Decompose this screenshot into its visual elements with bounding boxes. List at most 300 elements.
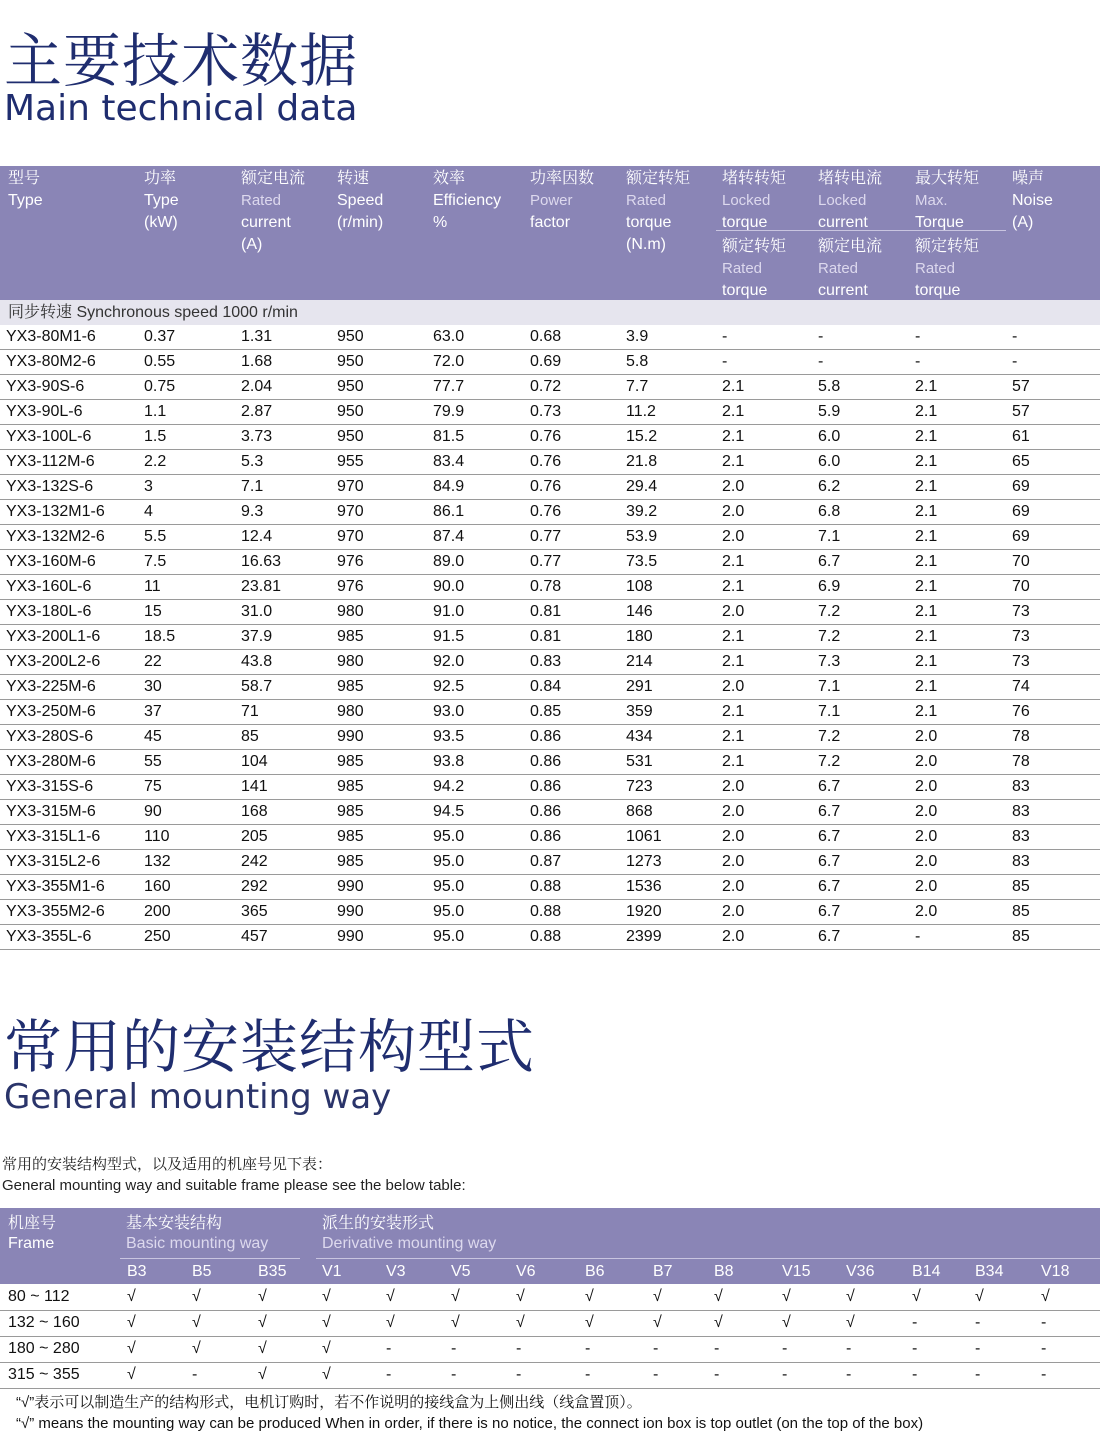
mount-cell: √ [192,1340,201,1357]
header-frame [8,1214,56,1254]
table-cell: 2.1 [915,578,938,595]
table-cell: 94.2 [433,778,465,795]
table-cell: 95.0 [433,903,465,920]
table-cell: 168 [241,803,268,820]
mount-cell: √ [258,1340,267,1357]
table-row [0,675,1100,700]
table-cell: 2.1 [915,553,938,570]
header-locked-torque-en2: torque [722,214,768,231]
table-cell: 78 [1012,753,1030,770]
table-row [0,425,1100,450]
table-cell: 77.7 [433,378,465,395]
table-cell: 2.0 [915,903,938,920]
table-cell: 3 [144,478,153,495]
table-cell: 2.1 [722,703,745,720]
header-efficiency [433,166,501,300]
mount-cell: √ [653,1288,662,1305]
header-current [241,166,305,300]
table-cell: 90 [144,803,162,820]
table-row [0,625,1100,650]
table-cell: 0.87 [530,853,562,870]
table-cell: 950 [337,328,364,345]
model-cell: YX3-160L-6 [6,578,92,595]
table-cell: 985 [337,853,364,870]
mount-cell: √ [846,1288,855,1305]
table-cell: 146 [626,603,653,620]
mount-cell: - [975,1366,981,1383]
header-locked-current-cn: 堵转电流 [818,170,883,187]
model-cell: YX3-355M1-6 [6,878,105,895]
frame-cell: 315 ~ 355 [8,1366,80,1383]
header-noise-cn: 噪声 [1012,170,1045,187]
table-cell: 85 [1012,878,1030,895]
table-row [0,375,1100,400]
mount-cell: √ [585,1314,594,1331]
mount-cell: - [912,1314,918,1331]
header-derived-divider [316,1258,1100,1259]
table-cell: 0.76 [530,453,562,470]
table-row [0,325,1100,350]
mount-cell: - [386,1340,392,1357]
table-cell: 53.9 [626,528,658,545]
header-max-torque [915,166,979,300]
table-cell: 2.04 [241,378,273,395]
table-cell: 22 [144,653,162,670]
header-locked-torque-cn: 堵转转矩 [722,170,787,187]
header-speed [337,166,383,300]
mount-cell: √ [386,1288,395,1305]
table-cell: 6.8 [818,503,841,520]
model-cell: YX3-80M1-6 [6,328,96,345]
table-cell: 2.1 [722,578,745,595]
table-cell: 950 [337,428,364,445]
model-cell: YX3-315S-6 [6,778,94,795]
header-locked-torque [722,166,786,300]
table-cell: 0.84 [530,678,562,695]
table-cell: 70 [1012,578,1030,595]
header-derived-mounting [322,1214,496,1254]
table-cell: 23.81 [241,578,282,595]
table-cell: 868 [626,803,653,820]
table-cell: 0.68 [530,328,562,345]
mount-cell: √ [192,1288,201,1305]
table-row [0,500,1100,525]
table-cell: 1061 [626,828,662,845]
table-cell: 7.2 [818,603,841,620]
header-locked-torque-sub-en1: Rated [722,260,763,277]
table-cell: 6.7 [818,778,841,795]
table-cell: 83 [1012,778,1030,795]
mount-cell: √ [322,1288,331,1305]
header-torque-cn: 额定转矩 [626,170,691,187]
header-speed-en1: Speed [337,192,384,209]
model-cell: YX3-160M-6 [6,553,96,570]
header-locked-current-en1: Locked [818,192,867,209]
mount-cell: √ [322,1340,331,1357]
header-locked-torque-sub-en2: torque [722,282,768,299]
table-cell: 89.0 [433,553,465,570]
table-cell: 200 [144,903,171,920]
frame-cell: 132 ~ 160 [8,1314,80,1331]
table-cell: 976 [337,553,364,570]
table-cell: 0.37 [144,328,176,345]
table-row [0,350,1100,375]
table-cell: 73 [1012,603,1030,620]
table-row [0,850,1100,875]
table-cell: 5.8 [626,353,649,370]
table-cell: 2.0 [722,828,745,845]
table-cell: 0.55 [144,353,176,370]
table-cell: 7.2 [818,728,841,745]
table-row [0,600,1100,625]
mount-cell: - [516,1340,522,1357]
table-cell: 2.0 [722,678,745,695]
table-cell: 85 [1012,928,1030,945]
mount-code-label: V1 [322,1263,342,1280]
table-cell: 359 [626,703,653,720]
table-cell: 7.1 [241,478,264,495]
table-cell: 2.1 [915,403,938,420]
table-cell: 985 [337,828,364,845]
table-cell: 985 [337,753,364,770]
table-cell: 85 [241,728,259,745]
table-row [0,550,1100,575]
header-torque-en1: Rated [626,192,667,209]
mount-cell: - [714,1366,720,1383]
table-cell: 0.88 [530,928,562,945]
header-noise [1012,166,1053,300]
table-cell: 5.8 [818,378,841,395]
table-cell: 0.88 [530,878,562,895]
table-cell: 985 [337,628,364,645]
header-locked-current-sub-en2: current [818,282,868,299]
table-cell: 0.76 [530,503,562,520]
header-basic-en: Basic mounting way [126,1235,269,1252]
model-cell: YX3-132M2-6 [6,528,105,545]
table-cell: 2.1 [915,453,938,470]
mount-cell: √ [127,1366,136,1383]
mount-cell: - [782,1340,788,1357]
mount-cell: - [975,1340,981,1357]
table-row [0,700,1100,725]
mount-cell: - [386,1366,392,1383]
model-cell: YX3-132S-6 [6,478,94,495]
table-cell: 2.0 [915,803,938,820]
mount-cell: √ [127,1340,136,1357]
mount-cell: - [451,1340,457,1357]
table-cell: 990 [337,728,364,745]
table-row [0,475,1100,500]
model-cell: YX3-355M2-6 [6,903,105,920]
table-cell: 6.7 [818,553,841,570]
table-cell: 2.0 [915,728,938,745]
table-cell: 70 [1012,553,1030,570]
table-cell: 2.1 [722,628,745,645]
table-cell: 0.85 [530,703,562,720]
table-cell: 2.2 [144,453,167,470]
header-type [8,166,43,300]
table-cell: 2.1 [915,528,938,545]
table-cell: 1273 [626,853,662,870]
header-noise-en1: Noise [1012,192,1053,209]
table-row [0,400,1100,425]
table-cell: 95.0 [433,878,465,895]
table-row [0,450,1100,475]
table-cell: 365 [241,903,268,920]
table-cell: 65 [1012,453,1030,470]
header-locked-torque-denominator [722,234,786,300]
table-cell: 950 [337,378,364,395]
table-cell: 2.1 [915,628,938,645]
mount-table-header [0,1208,1100,1284]
frame-cell: 80 ~ 112 [8,1288,70,1305]
mount-cell: - [653,1340,659,1357]
table-cell: 45 [144,728,162,745]
header-type-en: Type [8,192,43,209]
mounting-intro-en: General mounting way and suitable frame please see the below table: [2,1177,466,1194]
table-cell: 2.1 [915,603,938,620]
table-cell: 205 [241,828,268,845]
header-current-en2: current [241,214,291,231]
mount-code-label: V15 [782,1263,811,1280]
header-efficiency-en1: Efficiency [433,192,502,209]
table-cell: 87.4 [433,528,465,545]
table-row [0,775,1100,800]
table-cell: 950 [337,403,364,420]
table-cell: 985 [337,803,364,820]
header-current-en1: Rated [241,192,282,209]
table-cell: 976 [337,578,364,595]
header-locked-torque-sub-cn: 额定转矩 [722,238,787,255]
table-cell: 6.7 [818,828,841,845]
table-cell: 83.4 [433,453,465,470]
header-max-torque-cn: 最大转矩 [915,170,980,187]
header-max-torque-sub-en2: torque [915,282,961,299]
mount-cell: - [516,1366,522,1383]
table-cell: 985 [337,778,364,795]
header-max-torque-en1: Max. [915,192,948,209]
table-row [0,750,1100,775]
header-basic-divider [120,1258,300,1259]
header-power-factor-cn: 功率因数 [530,170,595,187]
table-row [0,1362,1100,1389]
header-max-torque-denominator [915,234,979,300]
table-cell: 15 [144,603,162,620]
model-cell: YX3-315L2-6 [6,853,101,870]
header-torque [626,166,690,300]
model-cell: YX3-100L-6 [6,428,92,445]
table-cell: 37 [144,703,162,720]
table-cell: 434 [626,728,653,745]
table-cell: 2.0 [722,528,745,545]
table-cell: 990 [337,928,364,945]
mount-cell: √ [975,1288,984,1305]
table-cell: 214 [626,653,653,670]
table-cell: 6.7 [818,853,841,870]
table-cell: 73 [1012,653,1030,670]
table-cell: 2.1 [915,503,938,520]
table-row [0,575,1100,600]
table-cell: 69 [1012,528,1030,545]
table-cell: 7.1 [818,528,841,545]
table-cell: 2.1 [722,453,745,470]
table-cell: 61 [1012,428,1030,445]
header-derived-en: Derivative mounting way [322,1235,497,1252]
table-cell: 104 [241,753,268,770]
table-cell: 2.0 [722,928,745,945]
table-cell: 2.1 [722,403,745,420]
table-cell: 90.0 [433,578,465,595]
mount-cell: √ [192,1314,201,1331]
table-cell: - [915,328,921,345]
table-cell: 990 [337,903,364,920]
mount-cell: √ [782,1288,791,1305]
table-cell: 6.0 [818,453,841,470]
table-cell: 0.88 [530,903,562,920]
table-cell: 1.68 [241,353,273,370]
table-cell: 2.0 [722,503,745,520]
mount-code-label: B34 [975,1263,1004,1280]
mount-cell: - [585,1366,591,1383]
table-cell: 0.72 [530,378,562,395]
table-cell: 2.0 [722,778,745,795]
table-cell: 31.0 [241,603,273,620]
header-power-factor-en2: factor [530,214,571,231]
table-row [0,725,1100,750]
header-locked-current-sub-cn: 额定电流 [818,238,883,255]
mount-cell: √ [258,1288,267,1305]
table-cell: 980 [337,703,364,720]
table-cell: 2.1 [722,728,745,745]
table-row [0,900,1100,925]
note-cn: “√”表示可以制造生产的结构形式，电机订购时，若不作说明的接线盒为上侧出线（线盒置顶）。 [16,1394,642,1411]
mount-cell: √ [451,1314,460,1331]
header-max-torque-sub-cn: 额定转矩 [915,238,980,255]
mount-cell: √ [127,1288,136,1305]
mount-cell: √ [782,1314,791,1331]
mount-cell: - [912,1340,918,1357]
table-cell: 7.5 [144,553,167,570]
table-cell: 16.63 [241,553,282,570]
table-row [0,650,1100,675]
section-title-cn: 主要技术数据 [4,27,359,95]
mount-cell: √ [912,1288,921,1305]
table-cell: 0.86 [530,728,562,745]
table-cell: 2.0 [722,903,745,920]
header-efficiency-cn: 效率 [433,170,466,187]
model-cell: YX3-280S-6 [6,728,94,745]
model-cell: YX3-250M-6 [6,703,96,720]
table-cell: 91.0 [433,603,465,620]
model-cell: YX3-315M-6 [6,803,96,820]
table-cell: 2.0 [915,878,938,895]
model-cell: YX3-90L-6 [6,403,83,420]
header-power-cn: 功率 [144,170,177,187]
table-cell: 0.86 [530,828,562,845]
header-efficiency-en2: % [433,214,448,231]
table-row [0,525,1100,550]
header-max-torque-en2: Torque [915,214,964,231]
table-cell: 2.0 [722,803,745,820]
table-cell: 242 [241,853,268,870]
header-frame-cn: 机座号 [8,1215,57,1232]
table-cell: 132 [144,853,171,870]
table-cell: 2.1 [722,753,745,770]
model-cell: YX3-355L-6 [6,928,92,945]
table-cell: 0.77 [530,553,562,570]
mount-cell: - [451,1366,457,1383]
table-cell: 78 [1012,728,1030,745]
table-cell: 2.1 [722,553,745,570]
table-cell: 57 [1012,378,1030,395]
mount-cell: √ [322,1314,331,1331]
table-cell: 2.1 [722,428,745,445]
table-cell: 2.0 [722,853,745,870]
mount-cell: √ [1041,1288,1050,1305]
table-cell: 0.69 [530,353,562,370]
table-cell: - [1012,353,1018,370]
mount-cell: - [782,1366,788,1383]
mount-code-label: V36 [846,1263,875,1280]
table-cell: - [818,353,824,370]
mount-code-label: B8 [714,1263,734,1280]
table-cell: 3.73 [241,428,273,445]
table-cell: 63.0 [433,328,465,345]
model-cell: YX3-80M2-6 [6,353,96,370]
table-cell: 457 [241,928,268,945]
section2-title-cn: 常用的安装结构型式 [4,1013,536,1081]
mount-cell: √ [451,1288,460,1305]
table-cell: 83 [1012,853,1030,870]
note-en: “√” means the mounting way can be produced When in order, if there is no notice, the connect ion box is top outlet (on the top of the box) [16,1415,924,1432]
table-cell: 990 [337,878,364,895]
table-cell: 1.5 [144,428,167,445]
table-cell: 5.3 [241,453,264,470]
table-cell: 6.7 [818,928,841,945]
table-cell: 93.0 [433,703,465,720]
table-cell: 95.0 [433,928,465,945]
model-cell: YX3-225M-6 [6,678,96,695]
table-cell: 84.9 [433,478,465,495]
model-cell: YX3-90S-6 [6,378,85,395]
table-cell: 15.2 [626,428,658,445]
table-cell: 93.8 [433,753,465,770]
table-cell: 94.5 [433,803,465,820]
mount-cell: √ [127,1314,136,1331]
mount-cell: √ [386,1314,395,1331]
table-cell: 55 [144,753,162,770]
header-current-cn: 额定电流 [241,170,306,187]
table-cell: 21.8 [626,453,658,470]
frame-cell: 180 ~ 280 [8,1340,80,1357]
table-cell: 30 [144,678,162,695]
table-cell: 7.7 [626,378,649,395]
table-cell: 73 [1012,628,1030,645]
mount-code-label: V3 [386,1263,406,1280]
table-row [0,800,1100,825]
table-row [0,825,1100,850]
section2-title-en: General mounting way [4,1077,392,1117]
speed-band-label: 同步转速 Synchronous speed 1000 r/min [8,304,298,321]
table-cell: 83 [1012,803,1030,820]
table-cell: 985 [337,678,364,695]
header-max-torque-sub-en1: Rated [915,260,956,277]
table-cell: 58.7 [241,678,273,695]
table-cell: 71 [241,703,259,720]
mount-cell: - [714,1340,720,1357]
header-torque-en3: (N.m) [626,236,666,253]
mount-cell: - [585,1340,591,1357]
